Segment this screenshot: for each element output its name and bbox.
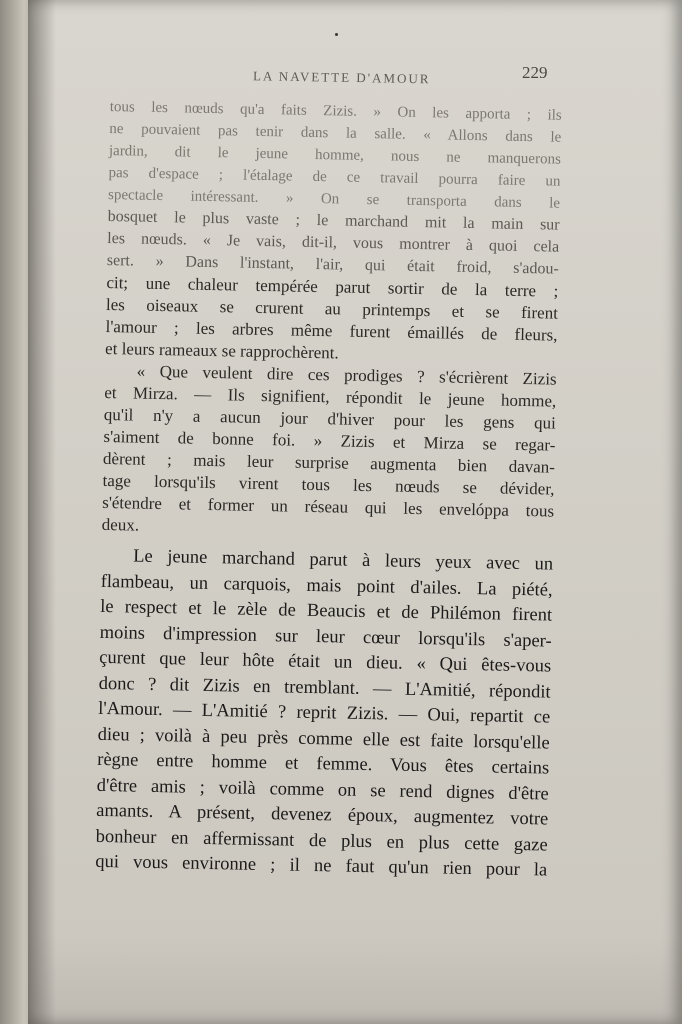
text-line: deux. (101, 514, 140, 535)
text-line: le respect et le zèle de Beaucis et de Philémon firent (99, 596, 553, 626)
text-line: bonheur en affermissant de plus en plus cette gaze (95, 826, 548, 856)
body-text (95, 96, 562, 884)
text-line: Le jeune marchand parut à leurs yeux avec un (132, 546, 554, 575)
text-line: l'amour ; les arbres même furent émaillés de fleurs, (105, 316, 558, 345)
page-number: 229 (522, 63, 548, 82)
text-line: jardin, dit le jeune homme, nous ne manquerons (108, 142, 562, 168)
text-line: spectacle intéressant. » On se transporta dans le (107, 186, 561, 212)
text-line: l'Amour. — L'Amitié ? reprit Zizis. — Oui, repartit ce (98, 698, 551, 728)
text-line: pas d'espace ; l'étalage de ce travail pourra faire un (108, 164, 561, 190)
spine-shadow (28, 0, 56, 1024)
text-line: qu'il n'y a aucun jour d'hiver pour les gens qui (103, 404, 556, 433)
text-line: et Mirza. — Ils signifient, répondit le jeune homme, (104, 382, 557, 411)
text-line: dieu ; voilà à peu près comme elle est faite lorsqu'elle (97, 724, 550, 754)
text-line: les nœuds. « Je vais, dit-il, vous montrer à quoi cela (107, 229, 560, 256)
text-line: d'être amis ; voilà comme on se rend dignes d'être (96, 775, 549, 805)
text-line: bosquet le plus vaste ; le marchand mit la main sur (107, 207, 560, 234)
text-line: tous les nœuds qu'a faits Zizis. » On les apporta ; ils (109, 98, 562, 124)
ink-speck (335, 33, 338, 36)
text-line: cit; une chaleur tempérée parut sortir de la terre ; (106, 272, 559, 301)
text-line: flambeau, un carquois, mais point d'ailes. La piété, (100, 571, 553, 601)
book-page (28, 0, 682, 1024)
text-line: çurent que leur hôte était un dieu. « Qui êtes-vous (99, 647, 552, 677)
text-line: s'étendre et former un réseau qui les envelóppa tous (102, 492, 555, 521)
text-line: les oiseaux se crurent au printemps et se firent (105, 294, 559, 323)
text-line: « Que veulent dire ces prodiges ? s'écrièrent Zizis (136, 361, 557, 389)
text-line: moins d'impression sur leur cœur lorsqu'ils s'aper- (99, 622, 552, 652)
text-line: s'aiment de bonne foi. » Zizis et Mirza se regar- (103, 426, 556, 455)
text-line: ne pouvaient pas tenir dans la salle. « Allons dans le (109, 120, 562, 146)
text-line: donc ? dit Zizis en tremblant. — L'Amitié, répondit (98, 673, 551, 703)
text-line: tage lorsqu'ils virent tous les nœuds se dévider, (102, 470, 555, 499)
text-line: amants. A présent, devenez époux, augmentez votre (96, 800, 549, 830)
text-line: et leurs rameaux se rapprochèrent. (104, 338, 339, 363)
text-line: règne entre homme et femme. Vous êtes certains (97, 749, 550, 779)
text-line: qui vous environne ; il ne faut qu'un rien pour la (95, 851, 548, 881)
text-line: dèrent ; mais leur surprise augmenta bien davan- (102, 448, 556, 477)
page-bottom-shade (28, 934, 682, 1024)
running-title: LA NAVETTE D'AMOUR (252, 68, 431, 87)
text-line: sert. » Dans l'instant, l'air, qui était froid, s'adou- (106, 251, 559, 278)
